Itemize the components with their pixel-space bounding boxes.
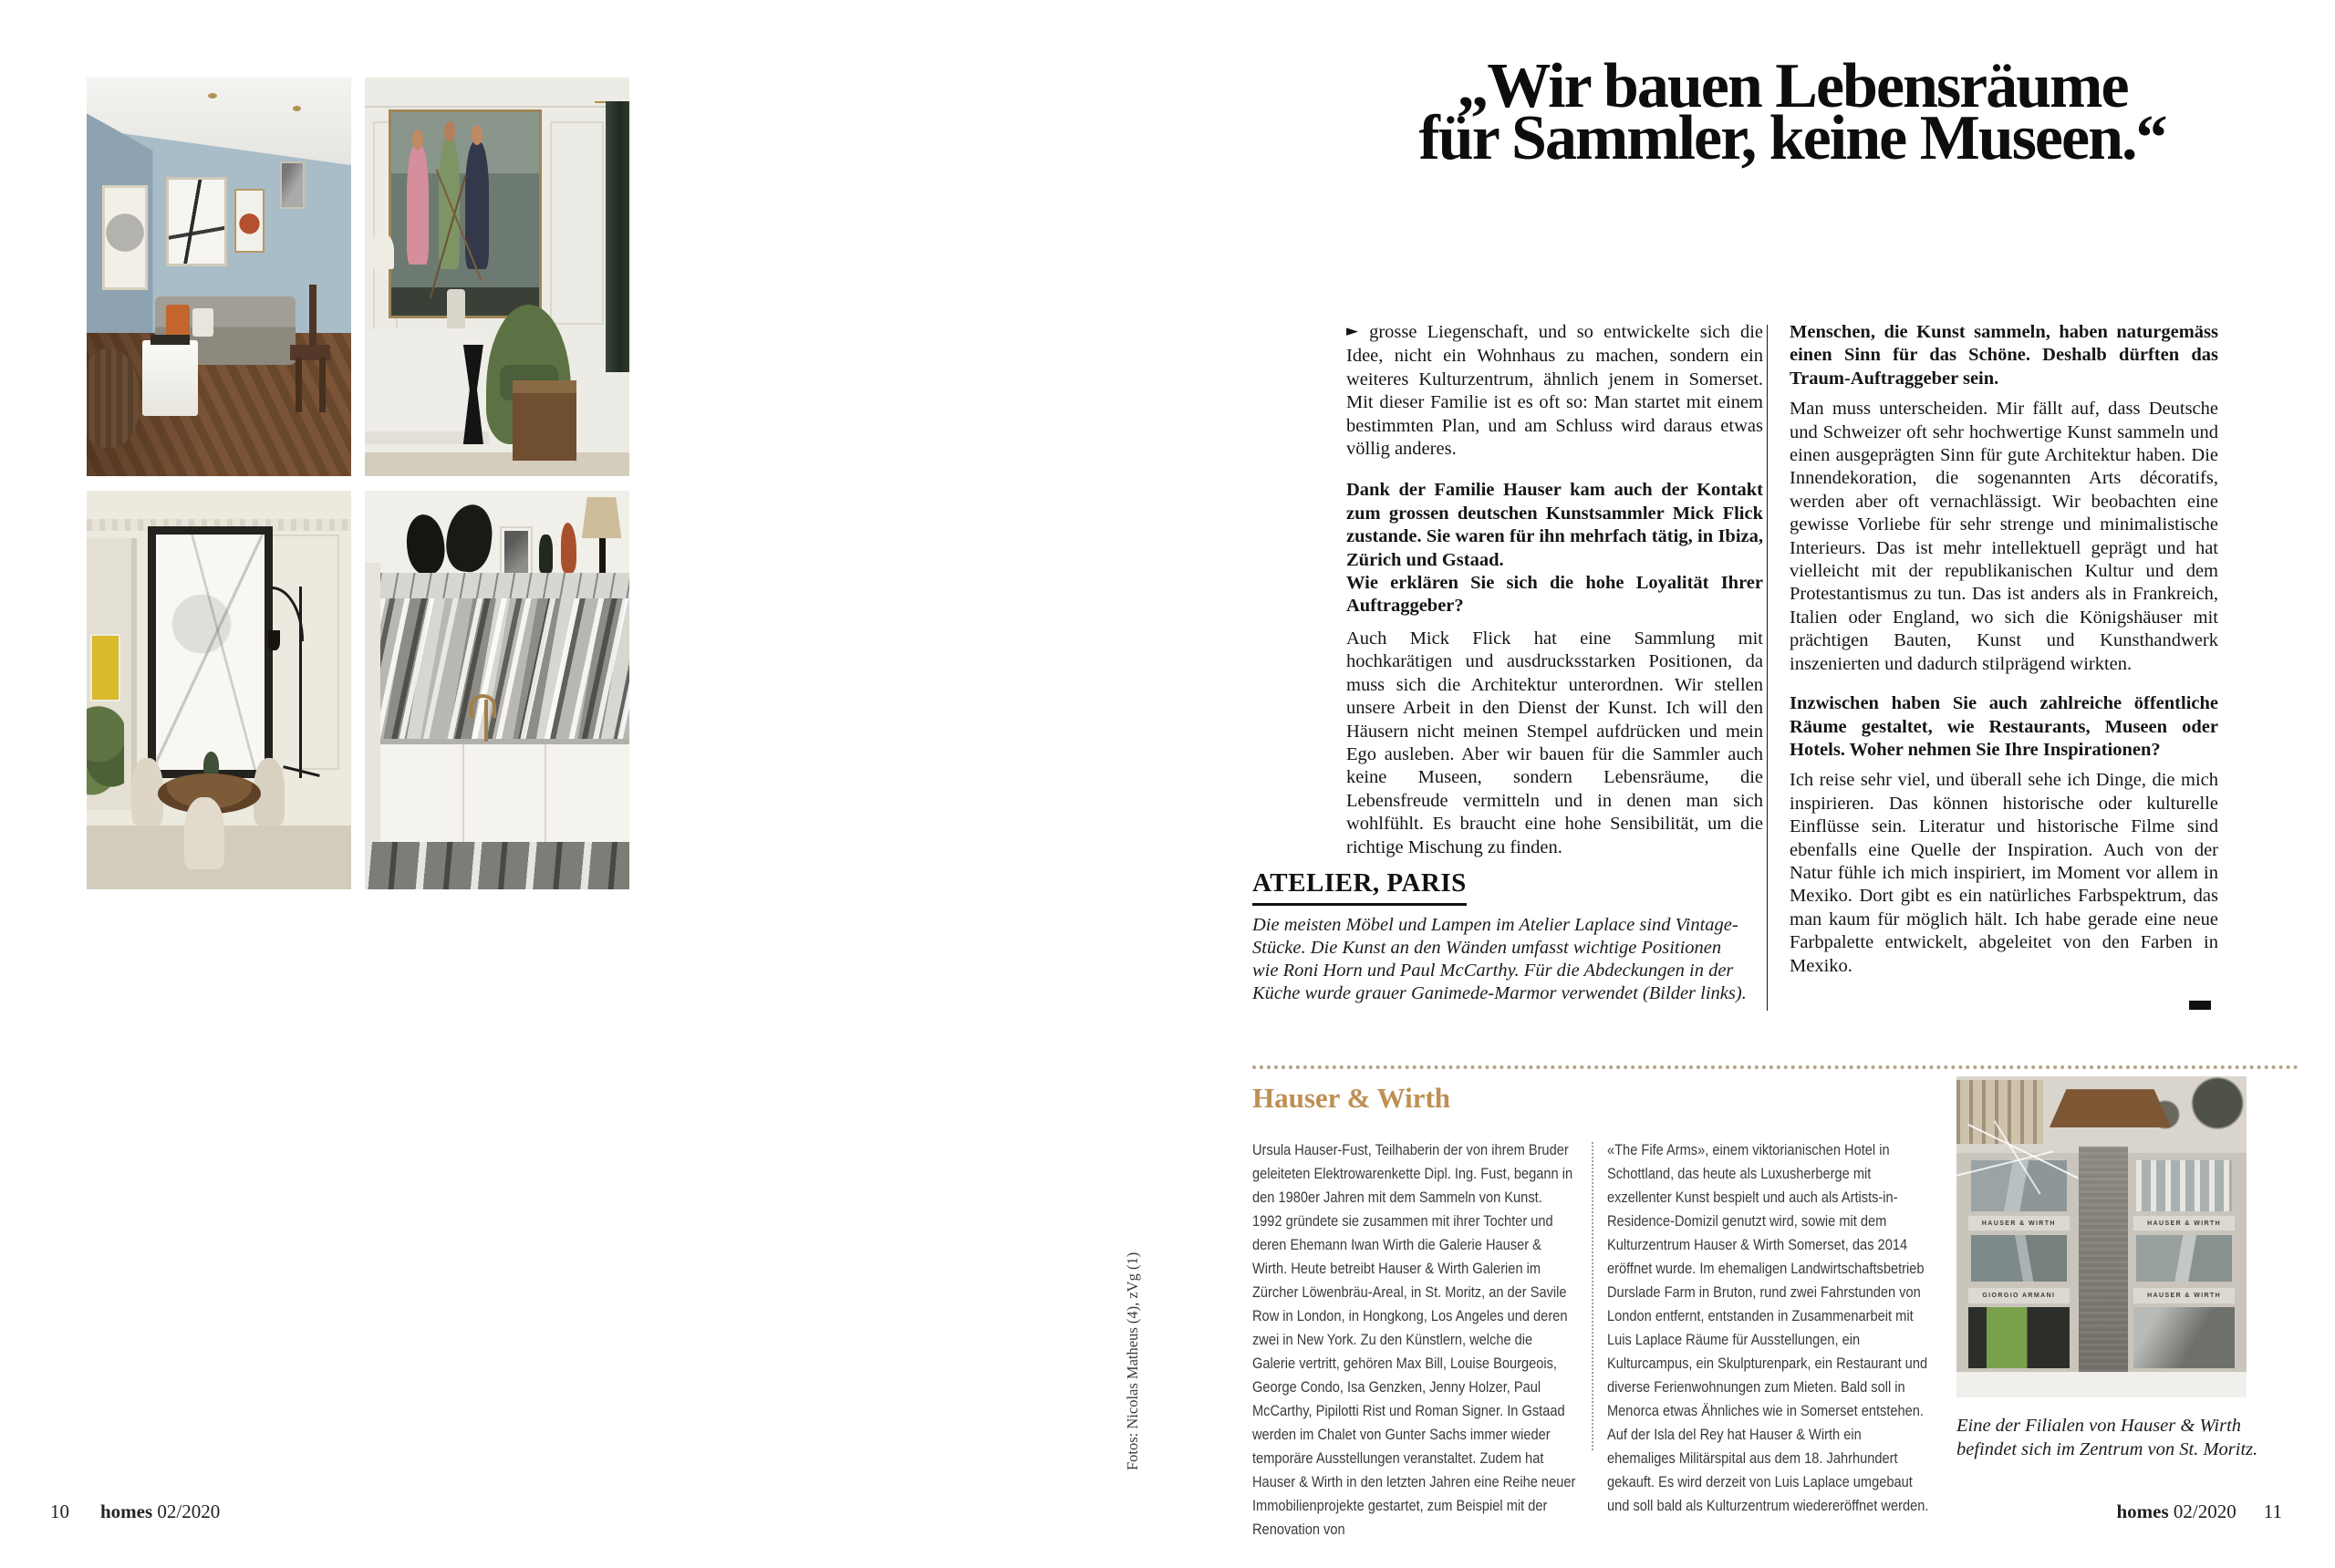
column-divider-rule: [1767, 325, 1768, 1011]
marble-backsplash-shape: [380, 598, 629, 740]
photo-dining-room: [87, 491, 351, 889]
painting-figure-shape: [407, 145, 428, 265]
artwork-frame: [166, 177, 227, 266]
issue-number: 02/2020: [2173, 1501, 2236, 1522]
floor-lamp-shape: [299, 587, 302, 778]
answer-paragraph: Auch Mick Flick hat eine Sammlung mit hochkarätigen und ausdrucksstarken Positionen, da muss sich die Architektur unterordnen. Wir stellen unsere Arbeit in den Dienst der Kunst. Ich will den Häusern nicht meinen Stempel aufdrücken und mein Ego ausleben. Aber wir bauen für die Sammler auch keine Museen, sondern Lebensräume, die Lebensfreude vermitteln und in denen man sich wohlfühlt. Es braucht eine hohe Sensibilität, um die richtige Mischung zu finden.: [1346, 628, 1763, 857]
dotted-separator: [1252, 1065, 2299, 1069]
coffee-table-shape: [142, 340, 198, 416]
lamp-base-shape: [599, 538, 607, 574]
window-shape: [1971, 1235, 2067, 1282]
right-page-footer: [2007, 1501, 2282, 1523]
cornice-shape: [365, 106, 629, 108]
ceiling-light-shape: [293, 106, 301, 111]
background-building-shape: [1956, 1080, 2043, 1144]
photo-living-room-blue: [87, 78, 351, 476]
photo-credit: Fotos: Nicolas Matheus (4), zVg (1): [1124, 1251, 1141, 1470]
artwork-frame: [234, 189, 265, 253]
wood-stool-shape: [87, 348, 140, 448]
painting-figure-shape: [444, 121, 455, 141]
wall-shape: [365, 563, 380, 842]
black-vase-shape: [404, 513, 447, 576]
atelier-caption-block: [1252, 868, 1749, 1005]
chair-shape: [296, 357, 302, 412]
cushion-shape: [166, 305, 190, 337]
stone-column-shape: [2079, 1147, 2128, 1371]
atelier-heading: ATELIER, PARIS: [1252, 868, 1467, 906]
marble-shelf-shape: [380, 573, 629, 598]
photo-salon-painting: [365, 78, 629, 476]
lamp-shade-shape: [582, 497, 622, 539]
sidebar-dotted-divider: [1592, 1142, 1593, 1450]
rooster-figurine-shape: [561, 523, 576, 573]
table-lamp-shape: [370, 233, 394, 268]
sketch-artwork-shape: [148, 526, 273, 778]
intro-paragraph: [1346, 321, 1763, 461]
page-number: 10: [50, 1501, 69, 1522]
facade-sign: HAUSER & WIRTH: [2133, 1288, 2235, 1303]
window-shape: [2136, 1235, 2232, 1282]
cabinet-seam-shape: [462, 744, 464, 842]
brass-faucet-shape: [470, 694, 497, 718]
shop-window-shape: [1968, 1307, 2070, 1368]
issue-number: 02/2020: [157, 1501, 221, 1522]
wall-panel-shape: [266, 535, 338, 769]
sidebar-column-a: Ursula Hauser-Fust, Teilhaberin der von ihrem Bruder geleiteten Elektrowarenkette Dipl. Ing. Fust, begann in den 1980er Jahren mit dem Sammeln von Kunst. 1992 gründete sie zusammen mit ihrer Tochter und deren Ehemann Iwan Wirth die Galerie Hauser & Wirth. Heute betreibt Hauser & Wirth Galerien im Zürcher Löwenbräu-Areal, in St. Moritz, an der Savile Row in London, in Hongkong, Los Angeles und deren zwei in New York. Zu den Künstlern, welche die Galerie vertritt, gehören Max Bill, Louise Bourgeois, George Condo, Isa Genzken, Jenny Holzer, Paul McCarthy, Pipilotti Rist und Roman Signer. In Gstaad werden im Chalet von Gunter Sachs immer wieder temporäre Ausstellungen veranstaltet. Zudem hat Hauser & Wirth in den letzten Jahren eine Reihe neuer Immobilienprojekte gestartet, zum Beispiel mit der Renovation von: [1252, 1141, 1576, 1538]
artwork-frame: [280, 161, 305, 209]
facade-photo-caption: Eine der Filialen von Hauser & Wirth befindet sich im Zentrum von St. Moritz.: [1956, 1416, 2258, 1459]
answer-paragraph: Man muss unterscheiden. Mir fällt auf, dass Deutsche und Schweizer oft sehr hochwertige Kunst sammeln und einen ausgeprägten Sinn für gute Architektur haben. Die Innendekoration, die sogenannten Arts décoratifs, werden aber oft vernachlässigt. Wir beobachten eine gewisse Vorliebe für sehr strenge und minimalistische Interieurs. Das ist mehr intellektuell geprägt und hat vielleicht mit der republikanischen Kultur und dem Protestantismus zu tun. Das ist anders als in Frankreich, Italien oder England, wo sich die Königshäuser mit prächtigen Bauten, Kunst und Kunsthandwerk inszenierten und dadurch stilprägend wirkten.: [1790, 399, 2218, 674]
cabinet-seam-shape: [545, 744, 546, 842]
cushion-shape: [192, 308, 213, 337]
continuation-arrow-icon: ►: [1346, 322, 1359, 340]
vase-shape: [447, 289, 465, 333]
bottle-shape: [539, 535, 553, 573]
answer-paragraph: Ich reise sehr viel, und überall sehe ich Dinge, die mich inspirieren. Das können historische oder kulturelle Einflüsse sein. Literatur und historische Filme sind ebenfalls eine Quelle der Inspiration. Auch von der Natur fühle ich mich inspiriert, im Moment vor allem in Mexiko. Dort gibt es ein natürliches Farbspektrum, das man kaum für möglich hält. Ich habe gerade eine neue Farbpalette entwickelt, abgeleitet von den Farben in Mexiko.: [1790, 770, 2218, 976]
wall-panel-shape: [550, 121, 604, 325]
plant-shape: [87, 698, 124, 802]
chair-shape: [319, 357, 326, 412]
curtain-shape: [606, 101, 629, 372]
intro-text: grosse Liegenschaft, und so entwickelte sich die Idee, nicht ein Wohnhaus zu machen, sondern ein weiteres Kulturzentrum, ähnlich jenem in Somerset. Mit dieser Familie ist es oft so: Man startet mit einem bestimmten Plan, und am Schluss wird daraus etwas völlig anderes.: [1346, 322, 1763, 460]
headline-line1: „Wir bauen Lebensräume: [1457, 51, 2128, 121]
question-paragraph: Inzwischen haben Sie auch zahlreiche öffentliche Räume gestaltet, wie Restaurants, Museen oder Hotels. Woher nehmen Sie Ihre Inspirationen?: [1790, 693, 2218, 760]
yellow-artwork-shape: [90, 634, 120, 701]
burl-cube-table-shape: [513, 380, 576, 460]
left-page-footer: [50, 1501, 220, 1523]
painting-figure-shape: [412, 130, 423, 150]
dining-chair-shape: [184, 797, 224, 869]
headline-line2: für Sammler, keine Museen.“: [1418, 103, 2166, 173]
artwork-frame: [102, 185, 148, 290]
marble-island-shape: [365, 842, 629, 889]
question-paragraph: Menschen, die Kunst sammeln, haben naturgemäss einen Sinn für das Schöne. Deshalb dürften das Traum-Auftraggeber sein.: [1790, 322, 2218, 389]
cabinet-fronts-shape: [380, 744, 629, 842]
photo-kitchen-marble: [365, 491, 629, 889]
photo-hauser-wirth-facade: [1956, 1076, 2247, 1397]
chalet-roof-shape: [2050, 1089, 2172, 1127]
page-number: 11: [2263, 1501, 2282, 1522]
window-shape: [2136, 1160, 2232, 1211]
question-paragraph: Dank der Familie Hauser kam auch der Kontakt zum grossen deutschen Kunstsammler Mick Flick zustande. Sie waren für ihn mehrfach tätig, in Ibiza, Zürich und Gstaad.: [1346, 480, 1763, 570]
facade-sign: HAUSER & WIRTH: [2133, 1216, 2235, 1231]
facade-sign: HAUSER & WIRTH: [1968, 1216, 2070, 1231]
atelier-caption: Die meisten Möbel und Lampen im Atelier Laplace sind Vintage-Stücke. Die Kunst an den Wänden umfasst wichtige Positionen wie Roni Horn und Paul McCarthy. Für die Abdeckungen in der Küche wurde grauer Ganimede-Marmor verwendet (Bilder links).: [1252, 915, 1747, 1003]
snow-shape: [1956, 1372, 2247, 1397]
shop-window-shape: [2133, 1307, 2235, 1368]
floor-shape: [365, 452, 629, 476]
article-end-mark: [2189, 1001, 2211, 1010]
article-column-2: [1790, 321, 2218, 978]
books-shape: [150, 335, 191, 345]
magazine-name: homes: [2116, 1501, 2169, 1522]
sidebar-heading: Hauser & Wirth: [1252, 1082, 1451, 1114]
article-column-1: [1346, 321, 1763, 859]
floor-lamp-shape: [268, 630, 280, 650]
magazine-name: homes: [100, 1501, 153, 1522]
facade-sign: GIORGIO ARMANI: [1968, 1288, 2070, 1303]
black-vase-shape: [443, 503, 496, 576]
article-headline: [1286, 51, 2299, 173]
sidebar-column-b: «The Fife Arms», einem viktorianischen Hotel in Schottland, das heute als Luxusherberge mit exzellenter Kunst bespielt und auch als Artists-in-Residence-Domizil genutzt wird, sowie mit dem Kulturzentrum Hauser & Wirth Somerset, das 2014 eröffnet wurde. Im ehemaligen Landwirtschaftsbetrieb Durslade Farm in Bruton, rund zwei Fahrstunden von London entfernt, entstanden in Zusammenarbeit mit Luis Laplace Räume für Ausstellungen, ein Kulturcampus, ein Skulpturenpark, ein Restaurant und diverse Ferienwohnungen zum Mieten. Bald soll in Menorca etwas Ähnliches wie in Somerset entstehen. Auf der Isla del Rey hat Hauser & Wirth ein ehemaliges Militärspital aus dem 18. Jahrhundert gekauft. Es wird derzeit von Luis Laplace umgebaut und soll bald als Kulturzentrum wiedereröffnet werden.: [1607, 1141, 1929, 1514]
brass-faucet-shape: [484, 700, 489, 742]
question-paragraph: Wie erklären Sie sich die hohe Loyalität Ihrer Auftraggeber?: [1346, 573, 1763, 617]
